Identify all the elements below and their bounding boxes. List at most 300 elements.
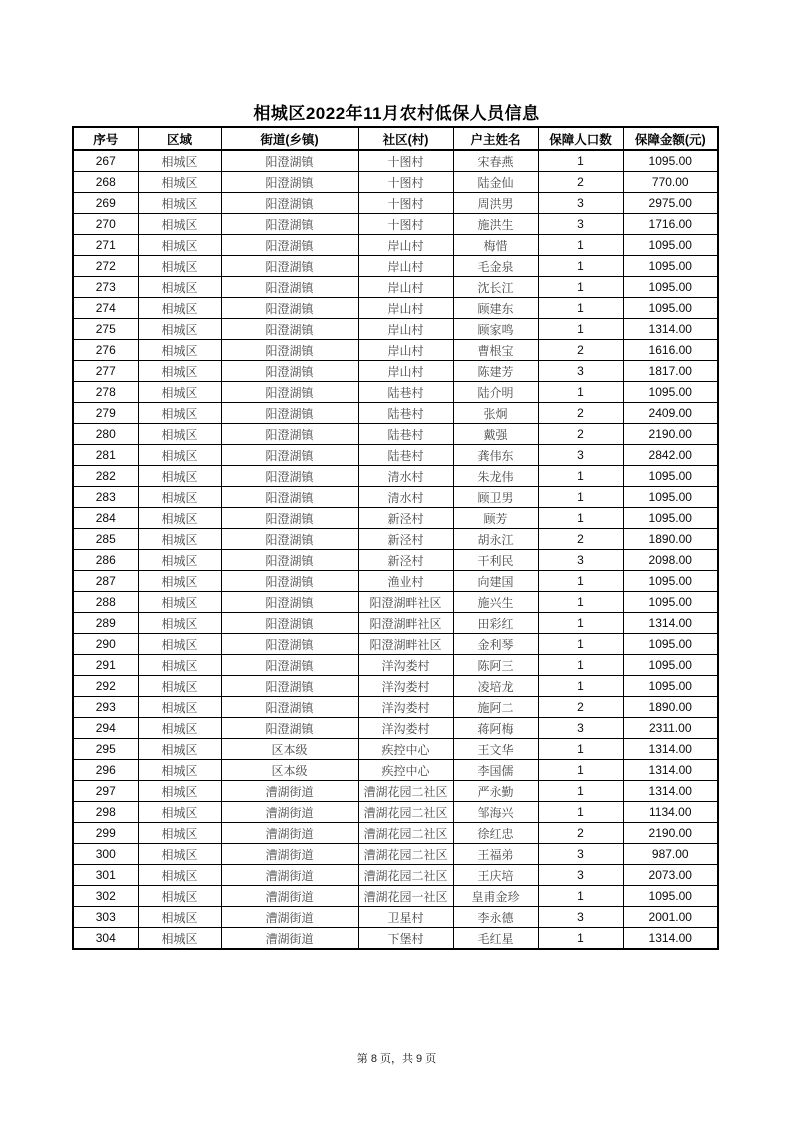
cell-district: 相城区 [138, 235, 221, 256]
cell-amount: 1095.00 [623, 886, 718, 907]
cell-township: 阳澄湖镇 [221, 529, 358, 550]
cell-name: 沈长江 [453, 277, 538, 298]
table-row [73, 150, 718, 172]
table-row [73, 928, 718, 950]
cell-name: 梅惜 [453, 235, 538, 256]
cell-township: 阳澄湖镇 [221, 466, 358, 487]
cell-amount: 1095.00 [623, 256, 718, 277]
cell-amount: 1095.00 [623, 466, 718, 487]
cell-index: 293 [73, 697, 138, 718]
cell-township: 阳澄湖镇 [221, 508, 358, 529]
cell-name: 邹海兴 [453, 802, 538, 823]
cell-district: 相城区 [138, 361, 221, 382]
cell-district: 相城区 [138, 802, 221, 823]
cell-index: 286 [73, 550, 138, 571]
cell-township: 漕湖街道 [221, 907, 358, 928]
cell-population: 3 [538, 865, 623, 886]
cell-district: 相城区 [138, 403, 221, 424]
cell-index: 300 [73, 844, 138, 865]
header-row [73, 127, 718, 150]
cell-index: 302 [73, 886, 138, 907]
cell-index: 281 [73, 445, 138, 466]
cell-township: 阳澄湖镇 [221, 655, 358, 676]
cell-index: 288 [73, 592, 138, 613]
table-row [73, 697, 718, 718]
cell-village: 陆巷村 [358, 424, 453, 445]
cell-district: 相城区 [138, 886, 221, 907]
cell-name: 胡永江 [453, 529, 538, 550]
cell-amount: 1095.00 [623, 235, 718, 256]
cell-township: 阳澄湖镇 [221, 214, 358, 235]
cell-name: 李永德 [453, 907, 538, 928]
cell-township: 阳澄湖镇 [221, 676, 358, 697]
table-row [73, 718, 718, 739]
cell-amount: 1314.00 [623, 760, 718, 781]
cell-village: 十图村 [358, 150, 453, 172]
cell-village: 漕湖花园二社区 [358, 781, 453, 802]
cell-district: 相城区 [138, 571, 221, 592]
cell-amount: 1616.00 [623, 340, 718, 361]
cell-district: 相城区 [138, 466, 221, 487]
cell-population: 3 [538, 361, 623, 382]
cell-village: 清水村 [358, 466, 453, 487]
cell-name: 陆金仙 [453, 172, 538, 193]
cell-name: 陈阿三 [453, 655, 538, 676]
cell-index: 292 [73, 676, 138, 697]
cell-amount: 1314.00 [623, 928, 718, 950]
cell-township: 阳澄湖镇 [221, 256, 358, 277]
cell-district: 相城区 [138, 655, 221, 676]
cell-village: 漕湖花园二社区 [358, 865, 453, 886]
cell-index: 280 [73, 424, 138, 445]
cell-township: 漕湖街道 [221, 844, 358, 865]
cell-amount: 987.00 [623, 844, 718, 865]
cell-district: 相城区 [138, 256, 221, 277]
cell-name: 毛金泉 [453, 256, 538, 277]
cell-population: 1 [538, 655, 623, 676]
cell-population: 1 [538, 508, 623, 529]
table-row [73, 361, 718, 382]
cell-population: 3 [538, 718, 623, 739]
cell-amount: 1314.00 [623, 739, 718, 760]
cell-village: 岸山村 [358, 235, 453, 256]
table-row [73, 256, 718, 277]
table-row [73, 655, 718, 676]
cell-name: 施阿二 [453, 697, 538, 718]
cell-district: 相城区 [138, 697, 221, 718]
cell-village: 新泾村 [358, 529, 453, 550]
cell-name: 曹根宝 [453, 340, 538, 361]
cell-population: 1 [538, 382, 623, 403]
cell-name: 周洪男 [453, 193, 538, 214]
cell-population: 2 [538, 340, 623, 361]
cell-district: 相城区 [138, 550, 221, 571]
cell-village: 陆巷村 [358, 445, 453, 466]
cell-index: 287 [73, 571, 138, 592]
cell-village: 十图村 [358, 214, 453, 235]
cell-index: 290 [73, 634, 138, 655]
cell-township: 阳澄湖镇 [221, 277, 358, 298]
cell-population: 3 [538, 193, 623, 214]
cell-township: 漕湖街道 [221, 823, 358, 844]
cell-population: 1 [538, 928, 623, 950]
cell-district: 相城区 [138, 277, 221, 298]
cell-population: 3 [538, 907, 623, 928]
cell-name: 蒋阿梅 [453, 718, 538, 739]
cell-name: 施兴生 [453, 592, 538, 613]
cell-village: 漕湖花园二社区 [358, 844, 453, 865]
cell-district: 相城区 [138, 298, 221, 319]
cell-district: 相城区 [138, 529, 221, 550]
cell-district: 相城区 [138, 928, 221, 950]
cell-village: 新泾村 [358, 508, 453, 529]
cell-index: 301 [73, 865, 138, 886]
table-row [73, 739, 718, 760]
cell-index: 276 [73, 340, 138, 361]
cell-village: 阳澄湖畔社区 [358, 592, 453, 613]
cell-township: 漕湖街道 [221, 802, 358, 823]
cell-township: 漕湖街道 [221, 781, 358, 802]
cell-name: 顾卫男 [453, 487, 538, 508]
cell-district: 相城区 [138, 319, 221, 340]
cell-name: 毛红星 [453, 928, 538, 950]
page-title: 相城区2022年11月农村低保人员信息 [253, 104, 540, 123]
table-row [73, 634, 718, 655]
cell-township: 阳澄湖镇 [221, 613, 358, 634]
cell-population: 2 [538, 424, 623, 445]
cell-village: 下堡村 [358, 928, 453, 950]
cell-district: 相城区 [138, 592, 221, 613]
cell-village: 洋沟娄村 [358, 697, 453, 718]
column-header-district: 区域 [138, 127, 221, 150]
cell-name: 徐红忠 [453, 823, 538, 844]
cell-amount: 2975.00 [623, 193, 718, 214]
cell-village: 漕湖花园二社区 [358, 823, 453, 844]
cell-population: 2 [538, 697, 623, 718]
cell-district: 相城区 [138, 739, 221, 760]
cell-index: 271 [73, 235, 138, 256]
cell-district: 相城区 [138, 844, 221, 865]
cell-district: 相城区 [138, 508, 221, 529]
cell-population: 1 [538, 676, 623, 697]
table-row [73, 319, 718, 340]
cell-name: 凌培龙 [453, 676, 538, 697]
cell-village: 卫星村 [358, 907, 453, 928]
cell-township: 阳澄湖镇 [221, 382, 358, 403]
cell-village: 十图村 [358, 193, 453, 214]
cell-amount: 1890.00 [623, 529, 718, 550]
cell-district: 相城区 [138, 865, 221, 886]
cell-amount: 1095.00 [623, 634, 718, 655]
cell-name: 龚伟东 [453, 445, 538, 466]
cell-amount: 1314.00 [623, 781, 718, 802]
cell-index: 294 [73, 718, 138, 739]
cell-population: 3 [538, 844, 623, 865]
cell-amount: 770.00 [623, 172, 718, 193]
cell-name: 顾家鸣 [453, 319, 538, 340]
cell-population: 1 [538, 592, 623, 613]
cell-population: 1 [538, 802, 623, 823]
cell-district: 相城区 [138, 424, 221, 445]
cell-township: 阳澄湖镇 [221, 298, 358, 319]
cell-index: 296 [73, 760, 138, 781]
cell-village: 渔业村 [358, 571, 453, 592]
cell-name: 王福弟 [453, 844, 538, 865]
cell-township: 漕湖街道 [221, 928, 358, 950]
cell-district: 相城区 [138, 613, 221, 634]
cell-index: 291 [73, 655, 138, 676]
cell-amount: 2842.00 [623, 445, 718, 466]
table-row [73, 382, 718, 403]
cell-district: 相城区 [138, 781, 221, 802]
cell-township: 阳澄湖镇 [221, 403, 358, 424]
cell-population: 1 [538, 319, 623, 340]
cell-amount: 1095.00 [623, 655, 718, 676]
cell-township: 阳澄湖镇 [221, 445, 358, 466]
cell-village: 岸山村 [358, 340, 453, 361]
cell-index: 269 [73, 193, 138, 214]
table-row [73, 865, 718, 886]
cell-amount: 1095.00 [623, 382, 718, 403]
cell-district: 相城区 [138, 172, 221, 193]
cell-population: 1 [538, 760, 623, 781]
cell-amount: 1095.00 [623, 298, 718, 319]
cell-population: 1 [538, 235, 623, 256]
cell-district: 相城区 [138, 760, 221, 781]
table-row [73, 802, 718, 823]
cell-name: 戴强 [453, 424, 538, 445]
cell-village: 洋沟娄村 [358, 718, 453, 739]
cell-village: 岸山村 [358, 361, 453, 382]
cell-district: 相城区 [138, 907, 221, 928]
cell-population: 3 [538, 214, 623, 235]
cell-district: 相城区 [138, 676, 221, 697]
cell-population: 1 [538, 634, 623, 655]
table-row [73, 466, 718, 487]
table-row [73, 592, 718, 613]
cell-index: 304 [73, 928, 138, 950]
cell-district: 相城区 [138, 487, 221, 508]
cell-amount: 2098.00 [623, 550, 718, 571]
cell-population: 1 [538, 886, 623, 907]
cell-name: 陆介明 [453, 382, 538, 403]
cell-name: 王文华 [453, 739, 538, 760]
cell-village: 岸山村 [358, 256, 453, 277]
cell-index: 299 [73, 823, 138, 844]
cell-name: 金利琴 [453, 634, 538, 655]
cell-village: 漕湖花园一社区 [358, 886, 453, 907]
cell-name: 严永勤 [453, 781, 538, 802]
cell-name: 皇甫金珍 [453, 886, 538, 907]
column-header-amount: 保障金额(元) [623, 127, 718, 150]
table-row [73, 571, 718, 592]
table-row [73, 508, 718, 529]
cell-index: 284 [73, 508, 138, 529]
table-row [73, 529, 718, 550]
cell-population: 1 [538, 781, 623, 802]
cell-village: 陆巷村 [358, 403, 453, 424]
cell-index: 278 [73, 382, 138, 403]
cell-name: 宋春燕 [453, 150, 538, 172]
cell-village: 阳澄湖畔社区 [358, 634, 453, 655]
cell-district: 相城区 [138, 193, 221, 214]
cell-township: 阳澄湖镇 [221, 172, 358, 193]
cell-township: 阳澄湖镇 [221, 487, 358, 508]
cell-township: 阳澄湖镇 [221, 193, 358, 214]
cell-district: 相城区 [138, 150, 221, 172]
cell-township: 阳澄湖镇 [221, 697, 358, 718]
cell-village: 岸山村 [358, 319, 453, 340]
column-header-township: 街道(乡镇) [221, 127, 358, 150]
table-row [73, 487, 718, 508]
cell-village: 疾控中心 [358, 760, 453, 781]
cell-district: 相城区 [138, 445, 221, 466]
cell-village: 岸山村 [358, 298, 453, 319]
cell-index: 272 [73, 256, 138, 277]
cell-population: 2 [538, 529, 623, 550]
cell-population: 1 [538, 739, 623, 760]
cell-village: 清水村 [358, 487, 453, 508]
cell-name: 顾芳 [453, 508, 538, 529]
table-row [73, 550, 718, 571]
cell-population: 2 [538, 403, 623, 424]
cell-amount: 1095.00 [623, 150, 718, 172]
cell-population: 1 [538, 487, 623, 508]
cell-village: 十图村 [358, 172, 453, 193]
table-row [73, 823, 718, 844]
table-row [73, 781, 718, 802]
cell-index: 267 [73, 150, 138, 172]
cell-township: 阳澄湖镇 [221, 235, 358, 256]
column-header-index: 序号 [73, 127, 138, 150]
cell-population: 2 [538, 823, 623, 844]
cell-amount: 1817.00 [623, 361, 718, 382]
cell-township: 阳澄湖镇 [221, 571, 358, 592]
cell-population: 1 [538, 150, 623, 172]
table-row [73, 445, 718, 466]
table-row [73, 172, 718, 193]
table-row [73, 613, 718, 634]
table-row [73, 844, 718, 865]
cell-name: 田彩红 [453, 613, 538, 634]
cell-index: 270 [73, 214, 138, 235]
cell-population: 1 [538, 256, 623, 277]
table-row [73, 214, 718, 235]
cell-amount: 2190.00 [623, 823, 718, 844]
cell-amount: 1134.00 [623, 802, 718, 823]
cell-village: 阳澄湖畔社区 [358, 613, 453, 634]
table-row [73, 298, 718, 319]
cell-amount: 1314.00 [623, 319, 718, 340]
cell-index: 279 [73, 403, 138, 424]
cell-index: 297 [73, 781, 138, 802]
cell-amount: 2409.00 [623, 403, 718, 424]
cell-amount: 1095.00 [623, 676, 718, 697]
cell-village: 新泾村 [358, 550, 453, 571]
cell-township: 阳澄湖镇 [221, 361, 358, 382]
cell-population: 1 [538, 298, 623, 319]
table-row [73, 235, 718, 256]
cell-township: 阳澄湖镇 [221, 592, 358, 613]
cell-district: 相城区 [138, 340, 221, 361]
cell-amount: 2311.00 [623, 718, 718, 739]
table-row [73, 340, 718, 361]
cell-name: 陈建芳 [453, 361, 538, 382]
table-row [73, 193, 718, 214]
cell-name: 干利民 [453, 550, 538, 571]
cell-population: 1 [538, 571, 623, 592]
cell-district: 相城区 [138, 823, 221, 844]
cell-index: 277 [73, 361, 138, 382]
cell-name: 顾建东 [453, 298, 538, 319]
cell-township: 阳澄湖镇 [221, 550, 358, 571]
cell-township: 阳澄湖镇 [221, 424, 358, 445]
cell-township: 漕湖街道 [221, 865, 358, 886]
cell-village: 疾控中心 [358, 739, 453, 760]
cell-index: 285 [73, 529, 138, 550]
welfare-table [72, 126, 719, 950]
cell-township: 区本级 [221, 760, 358, 781]
table-row [73, 760, 718, 781]
cell-amount: 1095.00 [623, 508, 718, 529]
cell-population: 1 [538, 277, 623, 298]
cell-township: 阳澄湖镇 [221, 340, 358, 361]
cell-village: 漕湖花园二社区 [358, 802, 453, 823]
cell-township: 阳澄湖镇 [221, 150, 358, 172]
cell-village: 陆巷村 [358, 382, 453, 403]
cell-population: 3 [538, 445, 623, 466]
table-row [73, 277, 718, 298]
cell-index: 283 [73, 487, 138, 508]
cell-name: 李国儒 [453, 760, 538, 781]
cell-index: 303 [73, 907, 138, 928]
column-header-population: 保障人口数 [538, 127, 623, 150]
cell-amount: 1890.00 [623, 697, 718, 718]
cell-township: 阳澄湖镇 [221, 634, 358, 655]
cell-township: 阳澄湖镇 [221, 718, 358, 739]
table-row [73, 403, 718, 424]
cell-village: 岸山村 [358, 277, 453, 298]
cell-name: 朱龙伟 [453, 466, 538, 487]
cell-amount: 2190.00 [623, 424, 718, 445]
cell-district: 相城区 [138, 382, 221, 403]
cell-village: 洋沟娄村 [358, 655, 453, 676]
cell-index: 298 [73, 802, 138, 823]
column-header-name: 户主姓名 [453, 127, 538, 150]
cell-index: 275 [73, 319, 138, 340]
cell-amount: 2073.00 [623, 865, 718, 886]
cell-district: 相城区 [138, 634, 221, 655]
cell-amount: 2001.00 [623, 907, 718, 928]
cell-index: 295 [73, 739, 138, 760]
cell-amount: 1095.00 [623, 277, 718, 298]
cell-population: 2 [538, 172, 623, 193]
cell-amount: 1314.00 [623, 613, 718, 634]
cell-amount: 1095.00 [623, 487, 718, 508]
cell-index: 282 [73, 466, 138, 487]
table-row [73, 907, 718, 928]
table-row [73, 676, 718, 697]
cell-village: 洋沟娄村 [358, 676, 453, 697]
cell-district: 相城区 [138, 718, 221, 739]
cell-township: 阳澄湖镇 [221, 319, 358, 340]
cell-township: 漕湖街道 [221, 886, 358, 907]
column-header-village: 社区(村) [358, 127, 453, 150]
cell-name: 王庆培 [453, 865, 538, 886]
table-row [73, 424, 718, 445]
cell-township: 区本级 [221, 739, 358, 760]
cell-index: 289 [73, 613, 138, 634]
